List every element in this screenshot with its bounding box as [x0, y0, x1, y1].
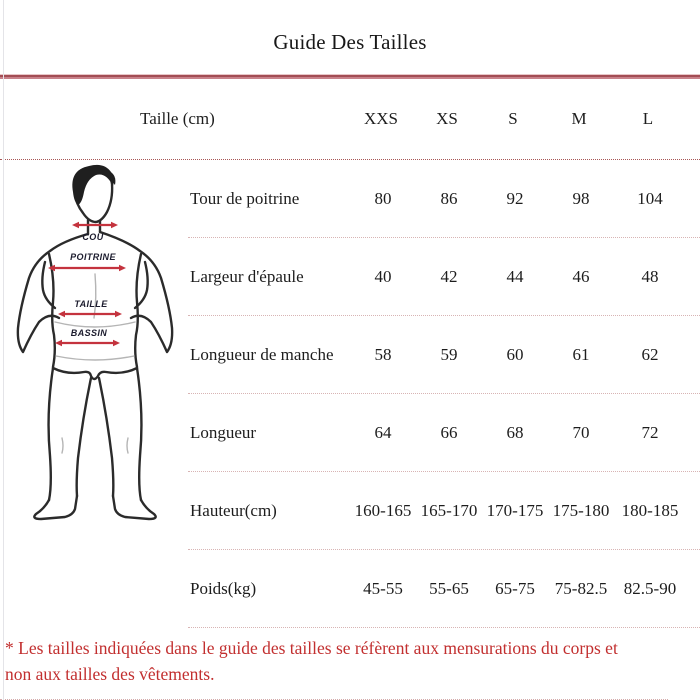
cou-measure	[72, 222, 118, 242]
taille-measure	[58, 299, 122, 317]
size-column-l: L	[642, 109, 654, 128]
cell-value: 104	[637, 188, 663, 208]
cell-value: 170-175	[486, 500, 544, 520]
row-label: Longueur de manche	[190, 344, 334, 364]
table-row-longueur	[188, 394, 700, 472]
bassin-arrowhead-right	[113, 340, 120, 347]
cell-value: 46	[572, 266, 590, 286]
poitrine-arrowhead-right	[119, 265, 126, 272]
page-title: Guide Des Tailles	[273, 30, 427, 54]
cell-value: 92	[506, 188, 524, 208]
figure-right-leg-inner	[99, 378, 113, 496]
cell-value: 45-55	[363, 578, 403, 598]
cell-value: 68	[506, 422, 524, 442]
row-label: Hauteur(cm)	[190, 500, 277, 520]
taille-label: TAILLE	[74, 299, 108, 309]
header-label: Taille (cm)	[140, 109, 215, 128]
cell-value: 58	[374, 344, 392, 364]
cell-value: 86	[440, 188, 458, 208]
table-header	[0, 79, 700, 160]
cell-value: 82.5-90	[623, 578, 677, 598]
table-row-largeur-epaule	[188, 238, 700, 316]
bassin-measure	[55, 328, 120, 346]
bassin-label: BASSIN	[70, 328, 108, 338]
size-column-m: M	[571, 109, 587, 128]
row-label: Poids(kg)	[190, 578, 257, 598]
figure-right-foot	[113, 496, 156, 519]
cell-value: 42	[440, 266, 458, 286]
table-body	[0, 160, 700, 628]
figure-torso-right	[135, 254, 141, 367]
footnote-text: * Les tailles indiquées dans le guide des tailles se réfèrent aux mensurations du corps et non aux tailles des vêtements.	[0, 633, 668, 700]
cell-value: 44	[506, 266, 524, 286]
cell-value: 61	[572, 344, 590, 364]
cou-arrowhead-right	[111, 222, 118, 229]
poitrine-label: POITRINE	[70, 252, 116, 262]
figure-torso-left	[49, 254, 55, 367]
cell-value: 40	[374, 266, 392, 286]
cell-value: 80	[374, 188, 392, 208]
table-row-hauteur	[188, 472, 700, 550]
table-row-tour-de-poitrine	[188, 160, 700, 238]
cell-value: 59	[440, 344, 458, 364]
row-label: Longueur	[190, 422, 257, 442]
figure-briefs	[53, 368, 137, 379]
measurement-rows	[188, 160, 700, 628]
cell-value: 175-180	[552, 500, 610, 520]
cell-value: 62	[641, 344, 659, 364]
cou-label: COU	[82, 232, 104, 242]
cell-value: 55-65	[429, 578, 469, 598]
cou-arrowhead-left	[72, 222, 79, 229]
cell-value: 72	[641, 422, 659, 442]
size-column-xs: XS	[436, 109, 458, 128]
table-row-poids	[188, 550, 700, 628]
taille-arrowhead-right	[115, 311, 122, 318]
cell-value: 48	[641, 266, 659, 286]
cell-value: 70	[572, 422, 590, 442]
figure-knee-lines	[62, 438, 128, 453]
figure-right-leg-outer	[137, 368, 141, 500]
figure-left-foot	[34, 496, 77, 519]
cell-value: 75-82.5	[554, 578, 608, 598]
figure-hip-line	[55, 322, 135, 327]
cell-value: 180-185	[621, 500, 679, 520]
cell-value: 66	[440, 422, 458, 442]
table-row-longueur-manche	[188, 316, 700, 394]
taille-arrowhead-left	[58, 311, 65, 318]
size-column-xxs: XXS	[363, 109, 398, 128]
cell-value: 60	[506, 344, 524, 364]
cell-value: 98	[572, 188, 590, 208]
cell-value: 165-170	[420, 500, 478, 520]
size-column-s: S	[508, 109, 518, 128]
row-label: Tour de poitrine	[190, 188, 300, 208]
cell-value: 160-165	[354, 500, 412, 520]
figure-left-leg-outer	[49, 368, 53, 500]
figure-waistband-line	[56, 356, 134, 360]
poitrine-measure	[48, 252, 126, 271]
row-label: Largeur d'épaule	[190, 266, 304, 286]
cell-value: 64	[374, 422, 392, 442]
figure-spine-line	[94, 274, 96, 318]
cell-value: 65-75	[495, 578, 535, 598]
figure-left-leg-inner	[77, 378, 91, 496]
bassin-arrowhead-left	[55, 340, 62, 347]
body-measurement-figure	[5, 162, 185, 522]
figure-hair	[72, 165, 113, 205]
